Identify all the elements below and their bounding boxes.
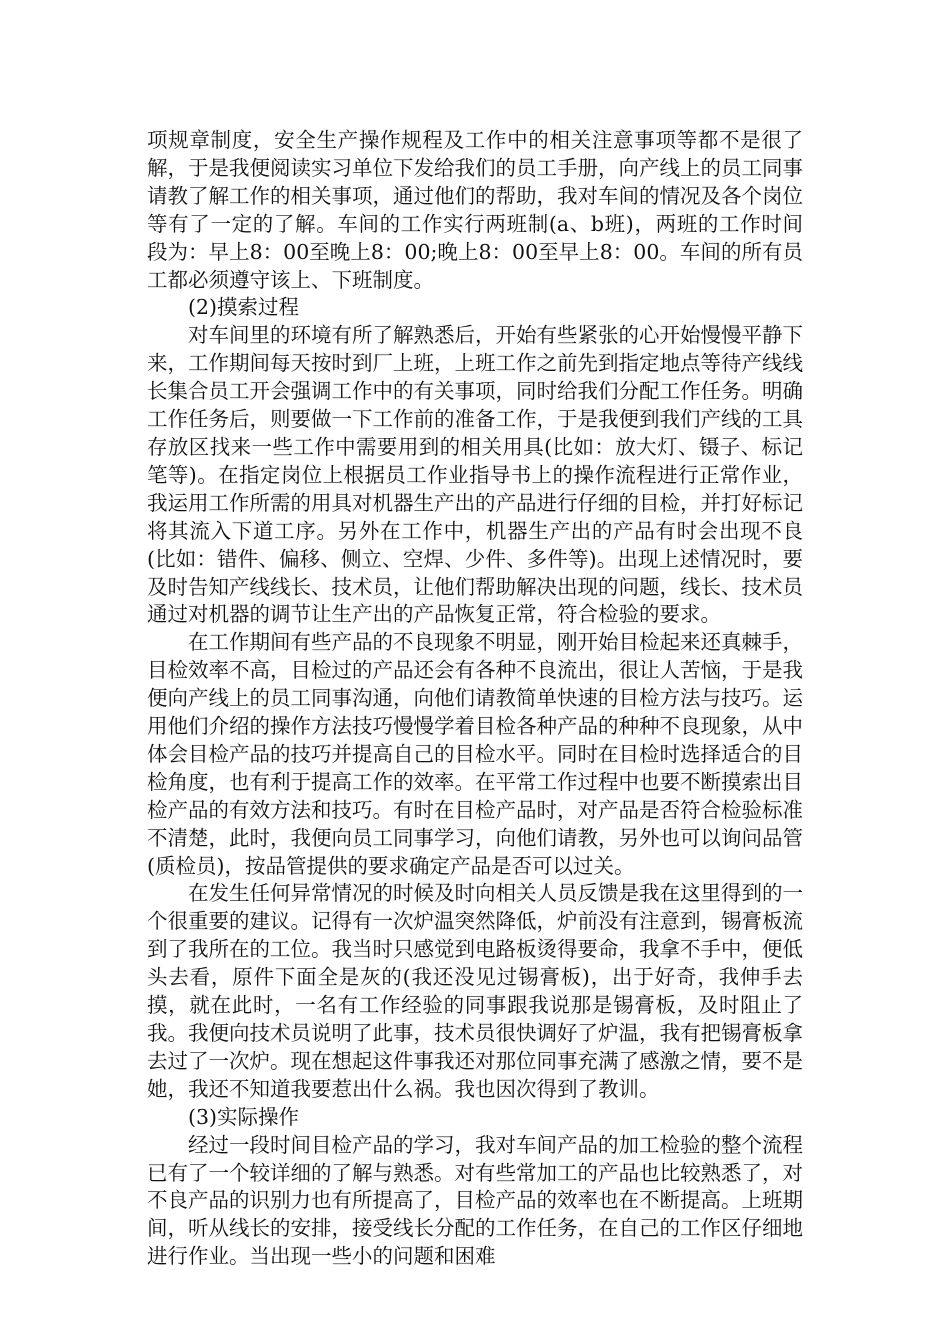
section-heading-exploration: (2)摸索过程 (188, 295, 300, 320)
paragraph-work-schedule: 项规章制度，安全生产操作规程及工作中的相关注意事项等都不是很了解，于是我便阅读实习单位下发给我们的员工手册，向产线上的员工同事请教了解工作的相关事项，通过他们的帮助，我对车间的情况及各个岗位等有了一定的了解。车间的工作实行两班制(a、b班)，两班的工作时间段为：早上8：00至晚上8：00;晚上8：00至早上8：00。车间的所有员工都必须遵守该上、下班制度。 (147, 128, 803, 292)
paragraph-inspection-skills: 在工作期间有些产品的不良现象不明显，刚开始目检起来还真棘手，目检效率不高，目检过的产品还会有各种不良流出，很让人苦恼，于是我便向产线上的员工同事沟通，向他们请教简单快速的目检方法与技巧。运用他们介绍的操作方法技巧慢慢学着目检各种产品的种种不良现象，从中体会目检产品的技巧并提高自己的目检水平。同时在目检时选择适合的目检角度，也有利于提高工作的效率。在平常工作过程中也要不断摸索出目检产品的有效方法和技巧。有时在目检产品时，对产品是否符合检验标准不清楚，此时，我便向员工同事学习，向他们请教，另外也可以询问品管(质检员)，按品管提供的要求确定产品是否可以过关。 (147, 630, 803, 878)
paragraph-preparation: 对车间里的环境有所了解熟悉后，开始有些紧张的心开始慢慢平静下来，工作期间每天按时到厂上班，上班工作之前先到指定地点等待产线线长集合员工开会强调工作中的有关事项，同时给我们分配工作任务。明确工作任务后，则要做一下工作前的准备工作，于是我便到我们产线的工具存放区找来一些工作中需要用到的相关用具(比如：放大灯、镊子、标记笔等)。在指定岗位上根据员工作业指导书上的操作流程进行正常作业，我运用工作所需的用具对机器生产出的产品进行仔细的目检，并打好标记将其流入下道工序。另外在工作中，机器生产出的产品有时会出现不良(比如：错件、偏移、侧立、空焊、少件、多件等)。出现上述情况时，要及时告知产线线长、技术员，让他们帮助解决出现的问题，线长、技术员通过对机器的调节让生产出的产品恢复正常，符合检验的要求。 (147, 323, 803, 627)
section-heading-practice: (3)实际操作 (188, 1104, 300, 1129)
paragraph-practice: 经过一段时间目检产品的学习，我对车间产品的加工检验的整个流程已有了一个较详细的了解与熟悉。对有些常加工的产品也比较熟悉了，对不良产品的识别力也有所提高了，目检产品的效率也在不断提高。上班期间，听从线长的安排，接受线长分配的工作任务，在自己的工作区仔细地进行作业。当出现一些小的问题和困难 (147, 1132, 803, 1269)
paragraph-anomaly-feedback: 在发生任何异常情况的时候及时向相关人员反馈是我在这里得到的一个很重要的建议。记得有一次炉温突然降低，炉前没有注意到，锡膏板流到了我所在的工位。我当时只感觉到电路板烫得要命，我拿不手中，便低头去看，原件下面全是灰的(我还没见过锡膏板)，出于好奇，我伸手去摸，就在此时，一名有工作经验的同事跟我说那是锡膏板，及时阻止了我。我便向技术员说明了此事，技术员很快调好了炉温，我有把锡膏板拿去过了一次炉。现在想起这件事我还对那位同事充满了感激之情，要不是她，我还不知道我要惹出什么祸。我也因次得到了教训。 (147, 881, 803, 1101)
